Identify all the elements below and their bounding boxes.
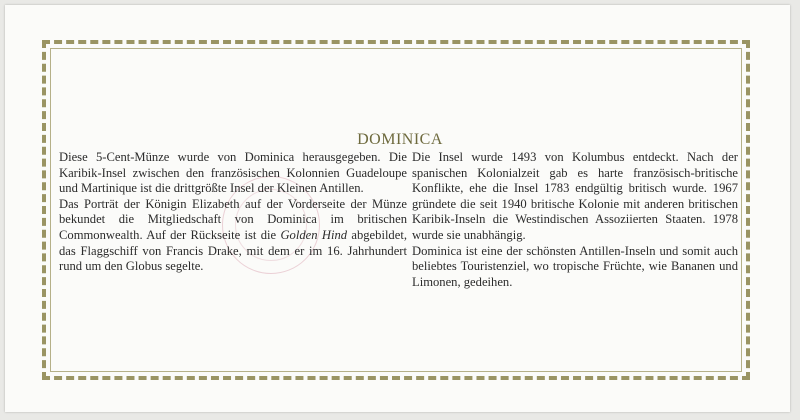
left-text-column	[59, 150, 407, 275]
right-paragraph-1: Die Insel wurde 1493 von Kolumbus entdeckt. Nach der spanischen Kolonialzeit gab es harte französisch-britische Konflikte, ehe die Insel 1783 endgültig britisch wurde. 1967 gründete die seit 1940 britische Kolonie mit anderen britischen Karibik-Inseln die Westindischen Assoziierten Staaten. 1978 wurde sie unabhängig.	[412, 150, 738, 242]
ship-name: Golden Hind	[280, 227, 348, 242]
right-paragraph-2: Dominica ist eine der schönsten Antillen-Inseln und somit auch beliebtes Touristenziel, wo tropische Früchte, wie Bananen und Limonen, gedeihen.	[412, 243, 738, 289]
right-text-column	[412, 150, 738, 290]
page-title: DOMINICA	[357, 130, 443, 148]
left-paragraph-2-text-b: abgebildet, das Flaggschiff von Francis Drake, mit dem er im 16. Jahrhundert rund um den Globus segelte.	[59, 227, 407, 274]
left-paragraph-1: Diese 5-Cent-Münze wurde von Dominica herausgegeben. Die Karibik-Insel zwischen den französischen Kolonnien Guadeloupe und Martinique ist die drittgrößte Insel der Kleinen Antillen.	[59, 150, 407, 196]
left-paragraph-2-text-a: Das Porträt der Königin Elizabeth auf der Vorderseite der Münze bekundet die Mitgliedschaft von Dominica im britischen Commonwealth. Auf der Rückseite ist die	[59, 196, 407, 242]
left-paragraph-2	[59, 197, 407, 275]
